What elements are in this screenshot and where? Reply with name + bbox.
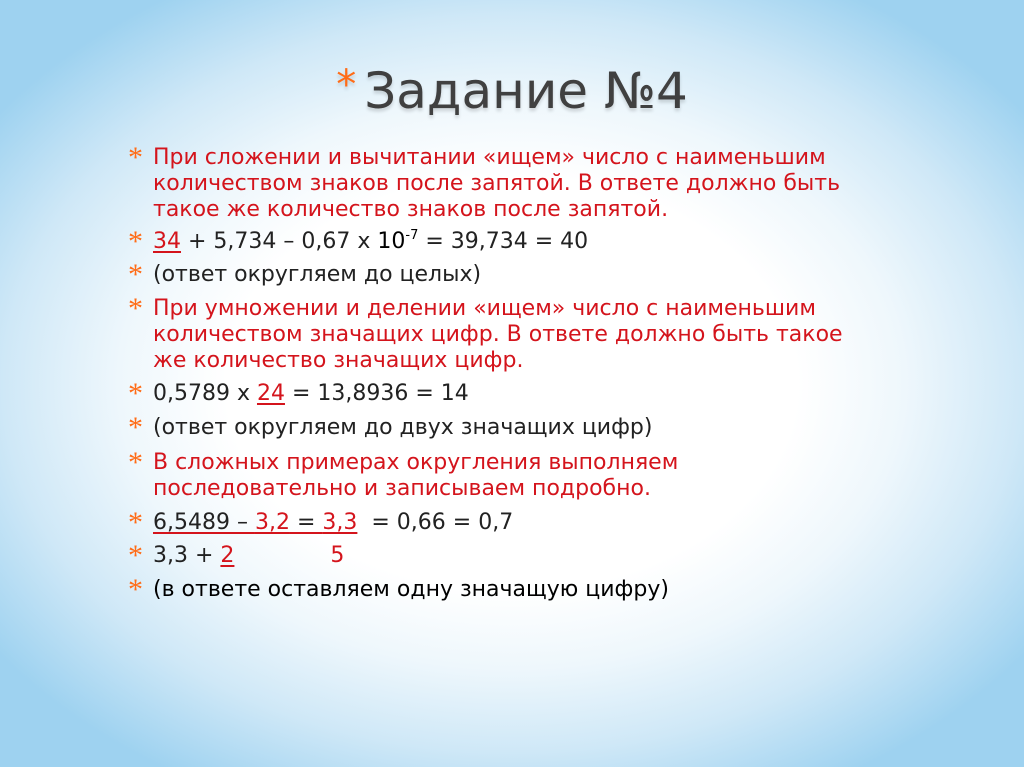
list-item (128, 292, 848, 374)
bullet-star-icon: * (128, 292, 143, 325)
example-addition-rest2: = 39,734 = 40 (418, 229, 589, 254)
example-complex-b: 3,2 (254, 510, 290, 535)
example-complex2-b: 2 (220, 543, 235, 568)
example-complex-a: 6,5489 – (153, 510, 255, 535)
bullet-star-icon: * (128, 258, 143, 291)
note-complex-text: (в ответе оставляем одну значащую цифру) (153, 577, 669, 602)
example-multiplication-a: 0,5789 х (153, 381, 257, 406)
bullet-star-icon: * (128, 141, 143, 174)
title-star-icon: * (336, 62, 357, 108)
note-multiplication-text: (ответ округляем до двух значащих цифр) (153, 415, 653, 440)
example-complex-underlined (153, 510, 357, 535)
example-complex2-a: 3,3 + (153, 543, 221, 568)
bullet-star-icon: * (128, 506, 143, 539)
example-complex-d: 3,3 (322, 510, 358, 535)
list-item (128, 141, 848, 223)
list-item (128, 539, 848, 572)
slide-title (0, 62, 1024, 120)
rule-complex-text: В сложных примерах округления выполняем последовательно и записываем подробно. (153, 450, 679, 501)
example-multiplication-b: 24 (256, 381, 285, 406)
rule-addition-text: При сложении и вычитании «ищем» число с наименьшим количеством знаков после запятой. В ответе должно быть такое же количество знаков после запятой. (153, 145, 841, 222)
list-item (128, 446, 848, 502)
list-item (128, 506, 848, 539)
bullet-star-icon: * (128, 225, 143, 258)
example-complex2-c: 5 (330, 543, 345, 568)
bullet-star-icon: * (128, 411, 143, 444)
bullet-star-icon: * (128, 573, 143, 606)
list-item (128, 225, 848, 258)
example-multiplication-c: = 13,8936 = 14 (284, 381, 469, 406)
example-addition-n1: 34 (153, 229, 181, 254)
example-addition-base: 10 (377, 229, 406, 254)
bullet-star-icon: * (128, 377, 143, 410)
example-addition-exponent: -7 (405, 228, 419, 243)
bullet-star-icon: * (128, 539, 143, 572)
title-text: Задание №4 (364, 62, 688, 120)
example-addition-rest1: + 5,734 – 0,67 х (181, 229, 378, 254)
example-complex-c: = (289, 510, 323, 535)
list-item (128, 411, 848, 444)
bullet-list (128, 141, 848, 606)
list-item (128, 258, 848, 291)
note-addition-text: (ответ округляем до целых) (153, 262, 482, 287)
bullet-star-icon: * (128, 446, 143, 479)
list-item (128, 573, 848, 606)
example-complex-e: = 0,66 = 0,7 (357, 510, 514, 535)
rule-multiplication-text: При умножении и делении «ищем» число с наименьшим количеством значащих цифр. В ответе должно быть такое же количество значащих цифр. (153, 296, 843, 373)
list-item (128, 377, 848, 410)
